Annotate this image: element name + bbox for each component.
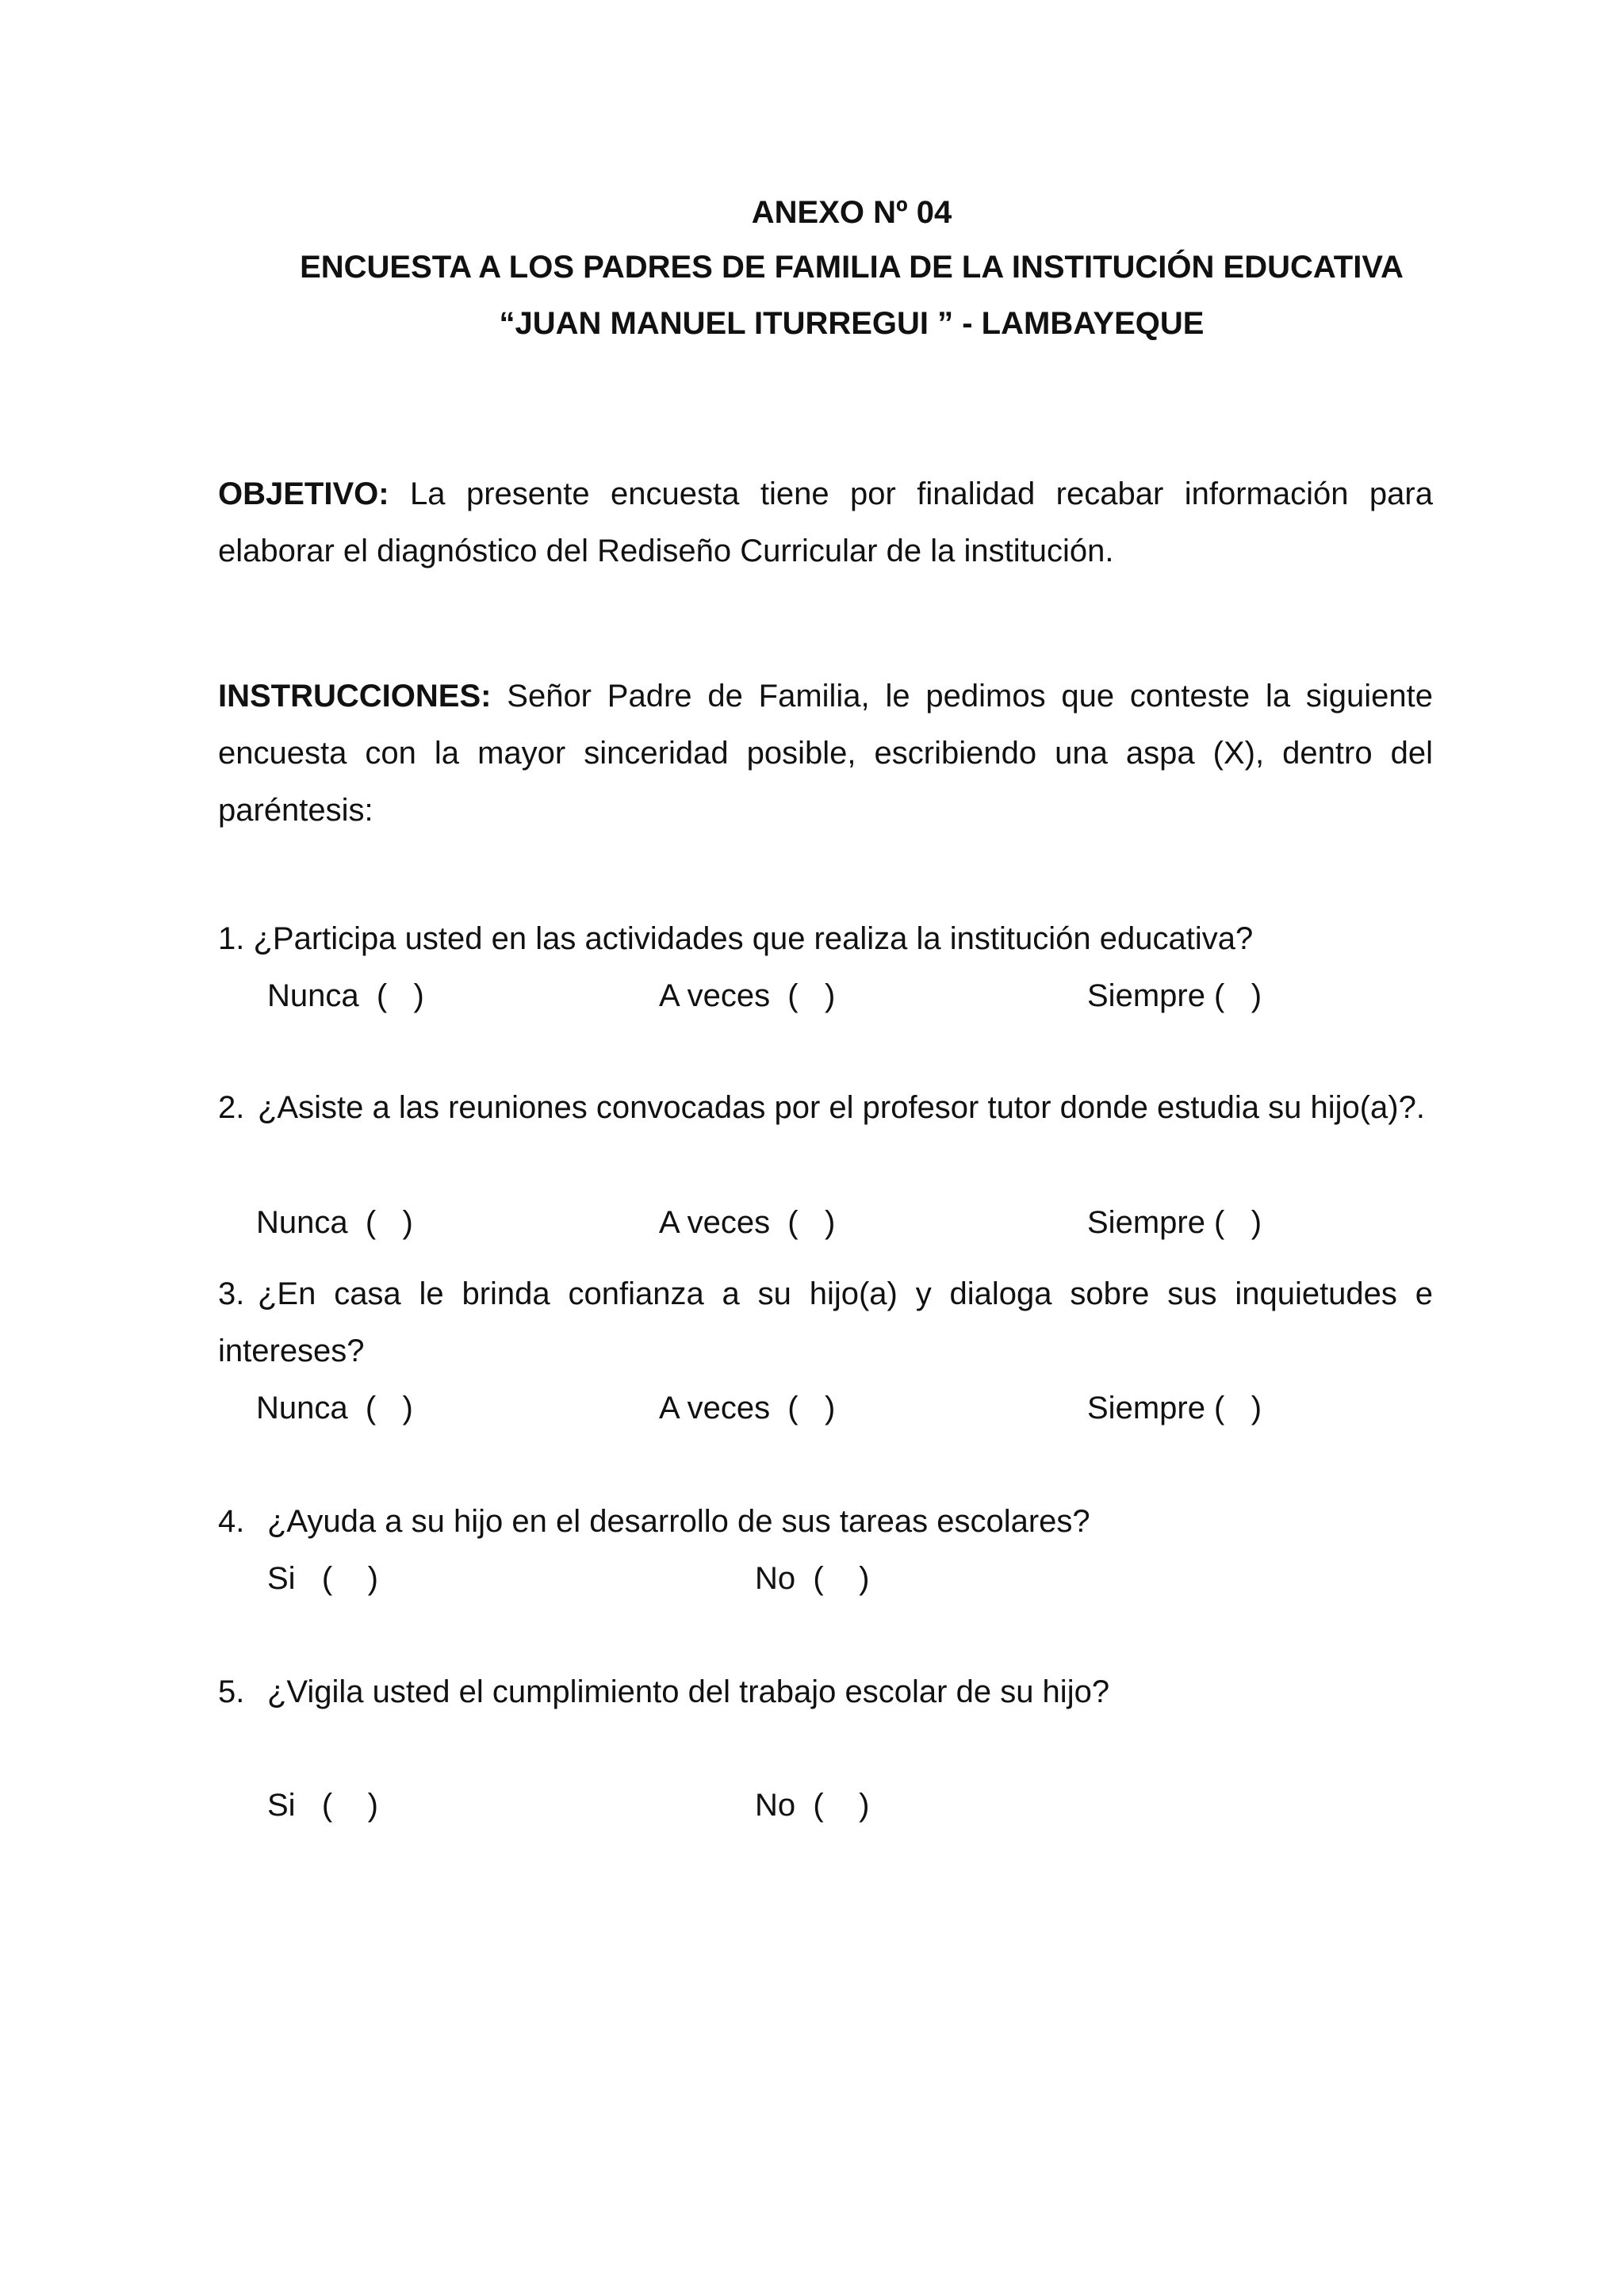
objective-text: La presente encuesta tiene por finalidad recabar información para elaborar el diagnóstico del Rediseño Curricular de la institución. (218, 476, 1433, 568)
question-2-text: ¿Asiste a las reuniones convocadas por el profesor tutor donde estudia su hijo(a)?. (258, 1090, 1425, 1125)
q1-option-nunca[interactable]: Nunca ( ) (267, 978, 424, 1013)
instructions-label: INSTRUCCIONES: (218, 679, 492, 714)
q2-option-aveces[interactable]: A veces ( ) (659, 1205, 836, 1240)
instructions-paragraph (218, 668, 1433, 839)
question-4 (218, 1502, 1090, 1540)
survey-title: ENCUESTA A LOS PADRES DE FAMILIA DE LA INSTITUCIÓN EDUCATIVA (300, 250, 1404, 285)
q1-option-aveces[interactable]: A veces ( ) (659, 978, 836, 1013)
q1-option-siempre[interactable]: Siempre ( ) (1087, 978, 1262, 1013)
question-5-text: ¿Vigila usted el cumplimiento del trabajo escolar de su hijo? (267, 1674, 1110, 1709)
question-1 (218, 920, 1253, 958)
question-1-text: ¿Participa usted en las actividades que realiza la institución educativa? (253, 921, 1254, 956)
question-4-number: 4. (218, 1504, 245, 1539)
q5-option-si[interactable]: Si ( ) (267, 1788, 378, 1823)
question-5 (218, 1673, 1109, 1711)
institution-title: “JUAN MANUEL ITURREGUI ” - LAMBAYEQUE (499, 306, 1205, 341)
question-2-number: 2. (218, 1090, 245, 1125)
q4-option-no[interactable]: No ( ) (755, 1561, 870, 1596)
annex-title: ANEXO Nº 04 (751, 195, 952, 230)
q4-option-si[interactable]: Si ( ) (267, 1561, 378, 1596)
question-3-number: 3. (218, 1276, 245, 1311)
question-5-number: 5. (218, 1674, 245, 1709)
question-1-number: 1. (218, 921, 245, 956)
q3-option-siempre[interactable]: Siempre ( ) (1087, 1391, 1262, 1425)
q3-option-nunca[interactable]: Nunca ( ) (256, 1391, 413, 1425)
q2-option-siempre[interactable]: Siempre ( ) (1087, 1205, 1262, 1240)
question-3 (218, 1265, 1433, 1380)
question-3-text: ¿En casa le brinda confianza a su hijo(a) y dialoga sobre sus inquietudes e intereses? (218, 1276, 1433, 1368)
instructions-text: Señor Padre de Familia, le pedimos que conteste la siguiente encuesta con la mayor sinceridad posible, escribiendo una aspa (X), dentro del paréntesis: (218, 679, 1433, 828)
q5-option-no[interactable]: No ( ) (755, 1788, 870, 1823)
q2-option-nunca[interactable]: Nunca ( ) (256, 1205, 413, 1240)
objective-paragraph (218, 465, 1433, 580)
question-4-text: ¿Ayuda a su hijo en el desarrollo de sus tareas escolares? (267, 1504, 1090, 1539)
question-2 (218, 1079, 1433, 1136)
objective-label: OBJETIVO: (218, 476, 389, 511)
q3-option-aveces[interactable]: A veces ( ) (659, 1391, 836, 1425)
